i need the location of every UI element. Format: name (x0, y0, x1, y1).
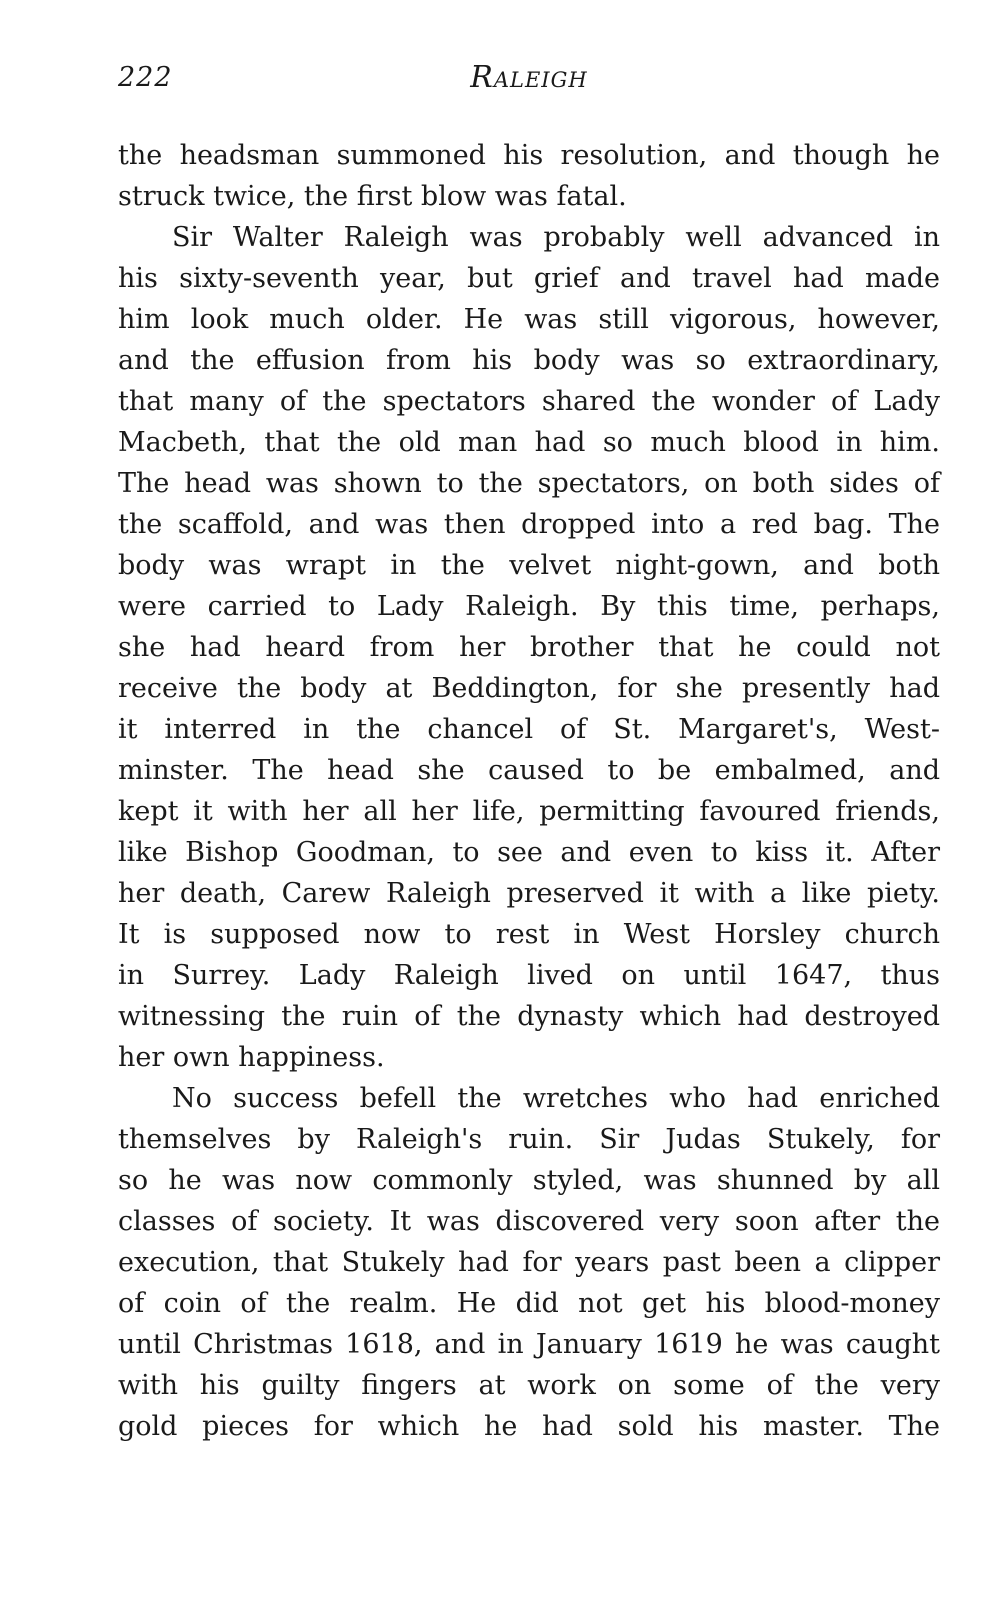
text-line: gold pieces for which he had sold his master. The (118, 1411, 940, 1442)
text-line: The head was shown to the spectators, on both sides of (118, 468, 940, 499)
text-line: she had heard from her brother that he could not (118, 632, 940, 663)
text-line: execution, that Stukely had for years past been a clipper (118, 1247, 940, 1278)
text-line: that many of the spectators shared the wonder of Lady (118, 386, 940, 417)
text-line: It is supposed now to rest in West Horsley church (118, 919, 940, 950)
text-line: her own happiness. (118, 1042, 385, 1073)
text-line: the headsman summoned his resolution, and though he (118, 140, 940, 171)
paragraph (118, 217, 940, 1078)
text-line: like Bishop Goodman, to see and even to kiss it. After (118, 837, 940, 868)
text-line: classes of society. It was discovered very soon after the (118, 1206, 940, 1237)
paragraph (118, 1078, 940, 1447)
text-line: kept it with her all her life, permitting favoured friends, (118, 796, 940, 827)
text-line: Macbeth, that the old man had so much blood in him. (118, 427, 940, 458)
body-text (118, 135, 940, 1447)
paragraph (118, 135, 940, 217)
text-line: him look much older. He was still vigorous, however, (118, 304, 940, 335)
text-line: and the effusion from his body was so extraordinary, (118, 345, 940, 376)
text-line: Sir Walter Raleigh was probably well advanced in (172, 222, 940, 253)
text-line: until Christmas 1618, and in January 1619 he was caught (118, 1329, 940, 1360)
text-line: the scaffold, and was then dropped into a red bag. The (118, 509, 940, 540)
text-line: body was wrapt in the velvet night-gown, and both (118, 550, 940, 581)
text-line: receive the body at Beddington, for she presently had (118, 673, 940, 704)
text-line: so he was now commonly styled, was shunned by all (118, 1165, 940, 1196)
running-head (118, 62, 940, 102)
text-line: minster. The head she caused to be embalmed, and (118, 755, 940, 786)
text-line: struck twice, the first blow was fatal. (118, 181, 627, 212)
text-line: themselves by Raleigh's ruin. Sir Judas Stukely, for (118, 1124, 940, 1155)
page-number: 222 (118, 62, 173, 93)
text-line: of coin of the realm. He did not get his blood-money (118, 1288, 940, 1319)
text-line: in Surrey. Lady Raleigh lived on until 1647, thus (118, 960, 940, 991)
text-line: it interred in the chancel of St. Margaret's, West- (118, 714, 940, 745)
text-line: her death, Carew Raleigh preserved it with a like piety. (118, 878, 940, 909)
running-title: Raleigh (470, 60, 588, 95)
text-line: No success befell the wretches who had enriched (172, 1083, 940, 1114)
book-page (118, 62, 940, 1447)
text-line: his sixty-seventh year, but grief and travel had made (118, 263, 940, 294)
text-line: witnessing the ruin of the dynasty which had destroyed (118, 1001, 940, 1032)
text-line: with his guilty fingers at work on some of the very (118, 1370, 940, 1401)
text-line: were carried to Lady Raleigh. By this time, perhaps, (118, 591, 940, 622)
